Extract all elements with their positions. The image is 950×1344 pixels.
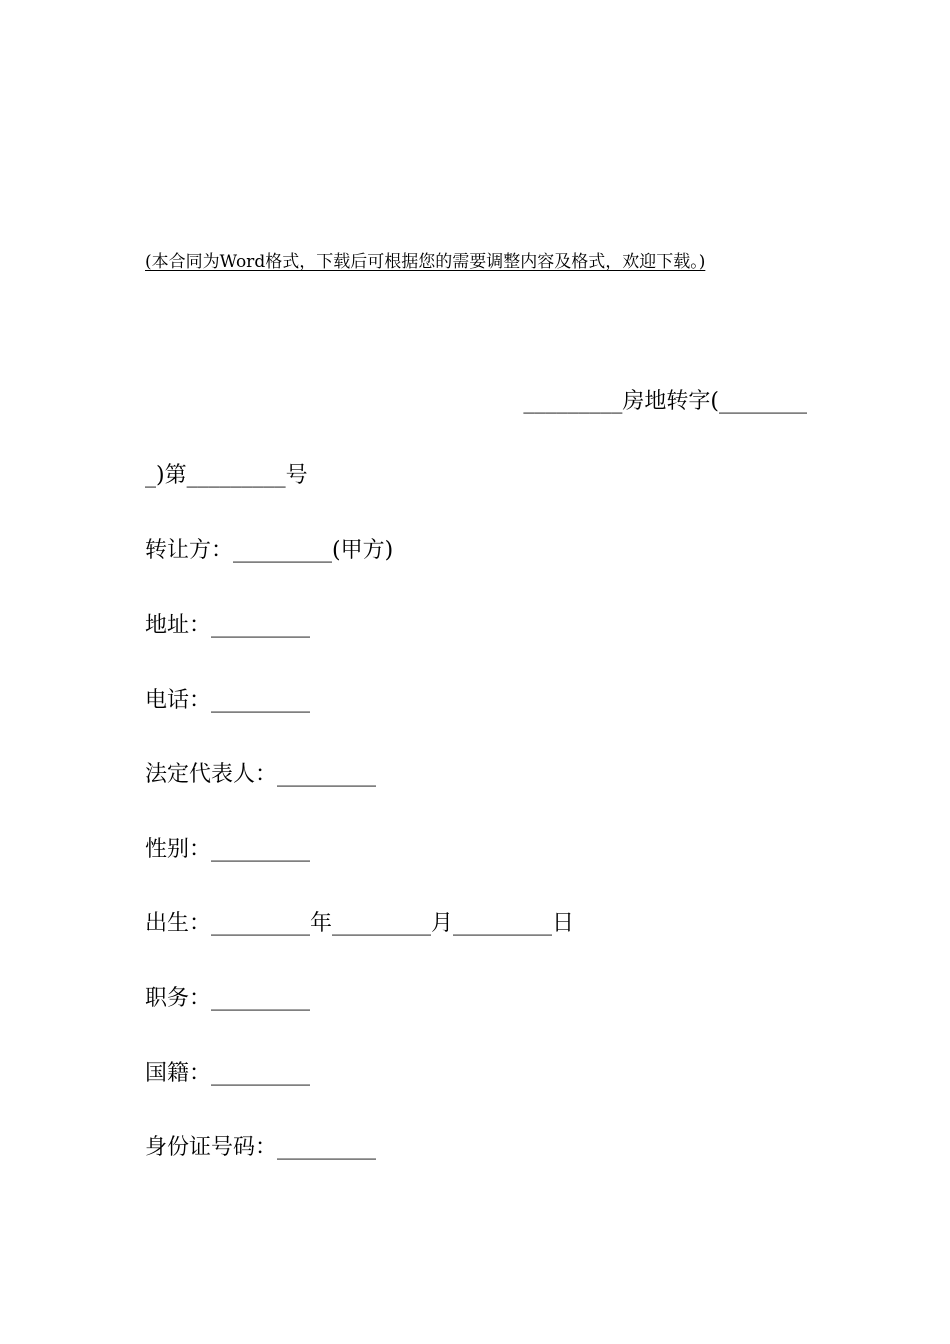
id-number-field: 身份证号码：_________	[145, 1135, 377, 1160]
birth-date-field: 出生：_________年_________月_________日	[145, 911, 575, 936]
document-number-line: _________房地转字(________	[523, 389, 807, 414]
format-note: (本合同为Word格式，下载后可根据您的需要调整内容及格式，欢迎下载。)	[145, 252, 706, 272]
nationality-field: 国籍：_________	[145, 1061, 311, 1086]
address-field: 地址：_________	[145, 613, 311, 638]
document-number-continuation: _)第_________号	[145, 463, 308, 488]
position-field: 职务：_________	[145, 986, 311, 1011]
gender-field: 性别：_________	[145, 837, 311, 862]
legal-representative-field: 法定代表人：_________	[145, 762, 377, 787]
transferor-field: 转让方：_________(甲方)	[145, 538, 394, 563]
phone-field: 电话：_________	[145, 688, 311, 713]
